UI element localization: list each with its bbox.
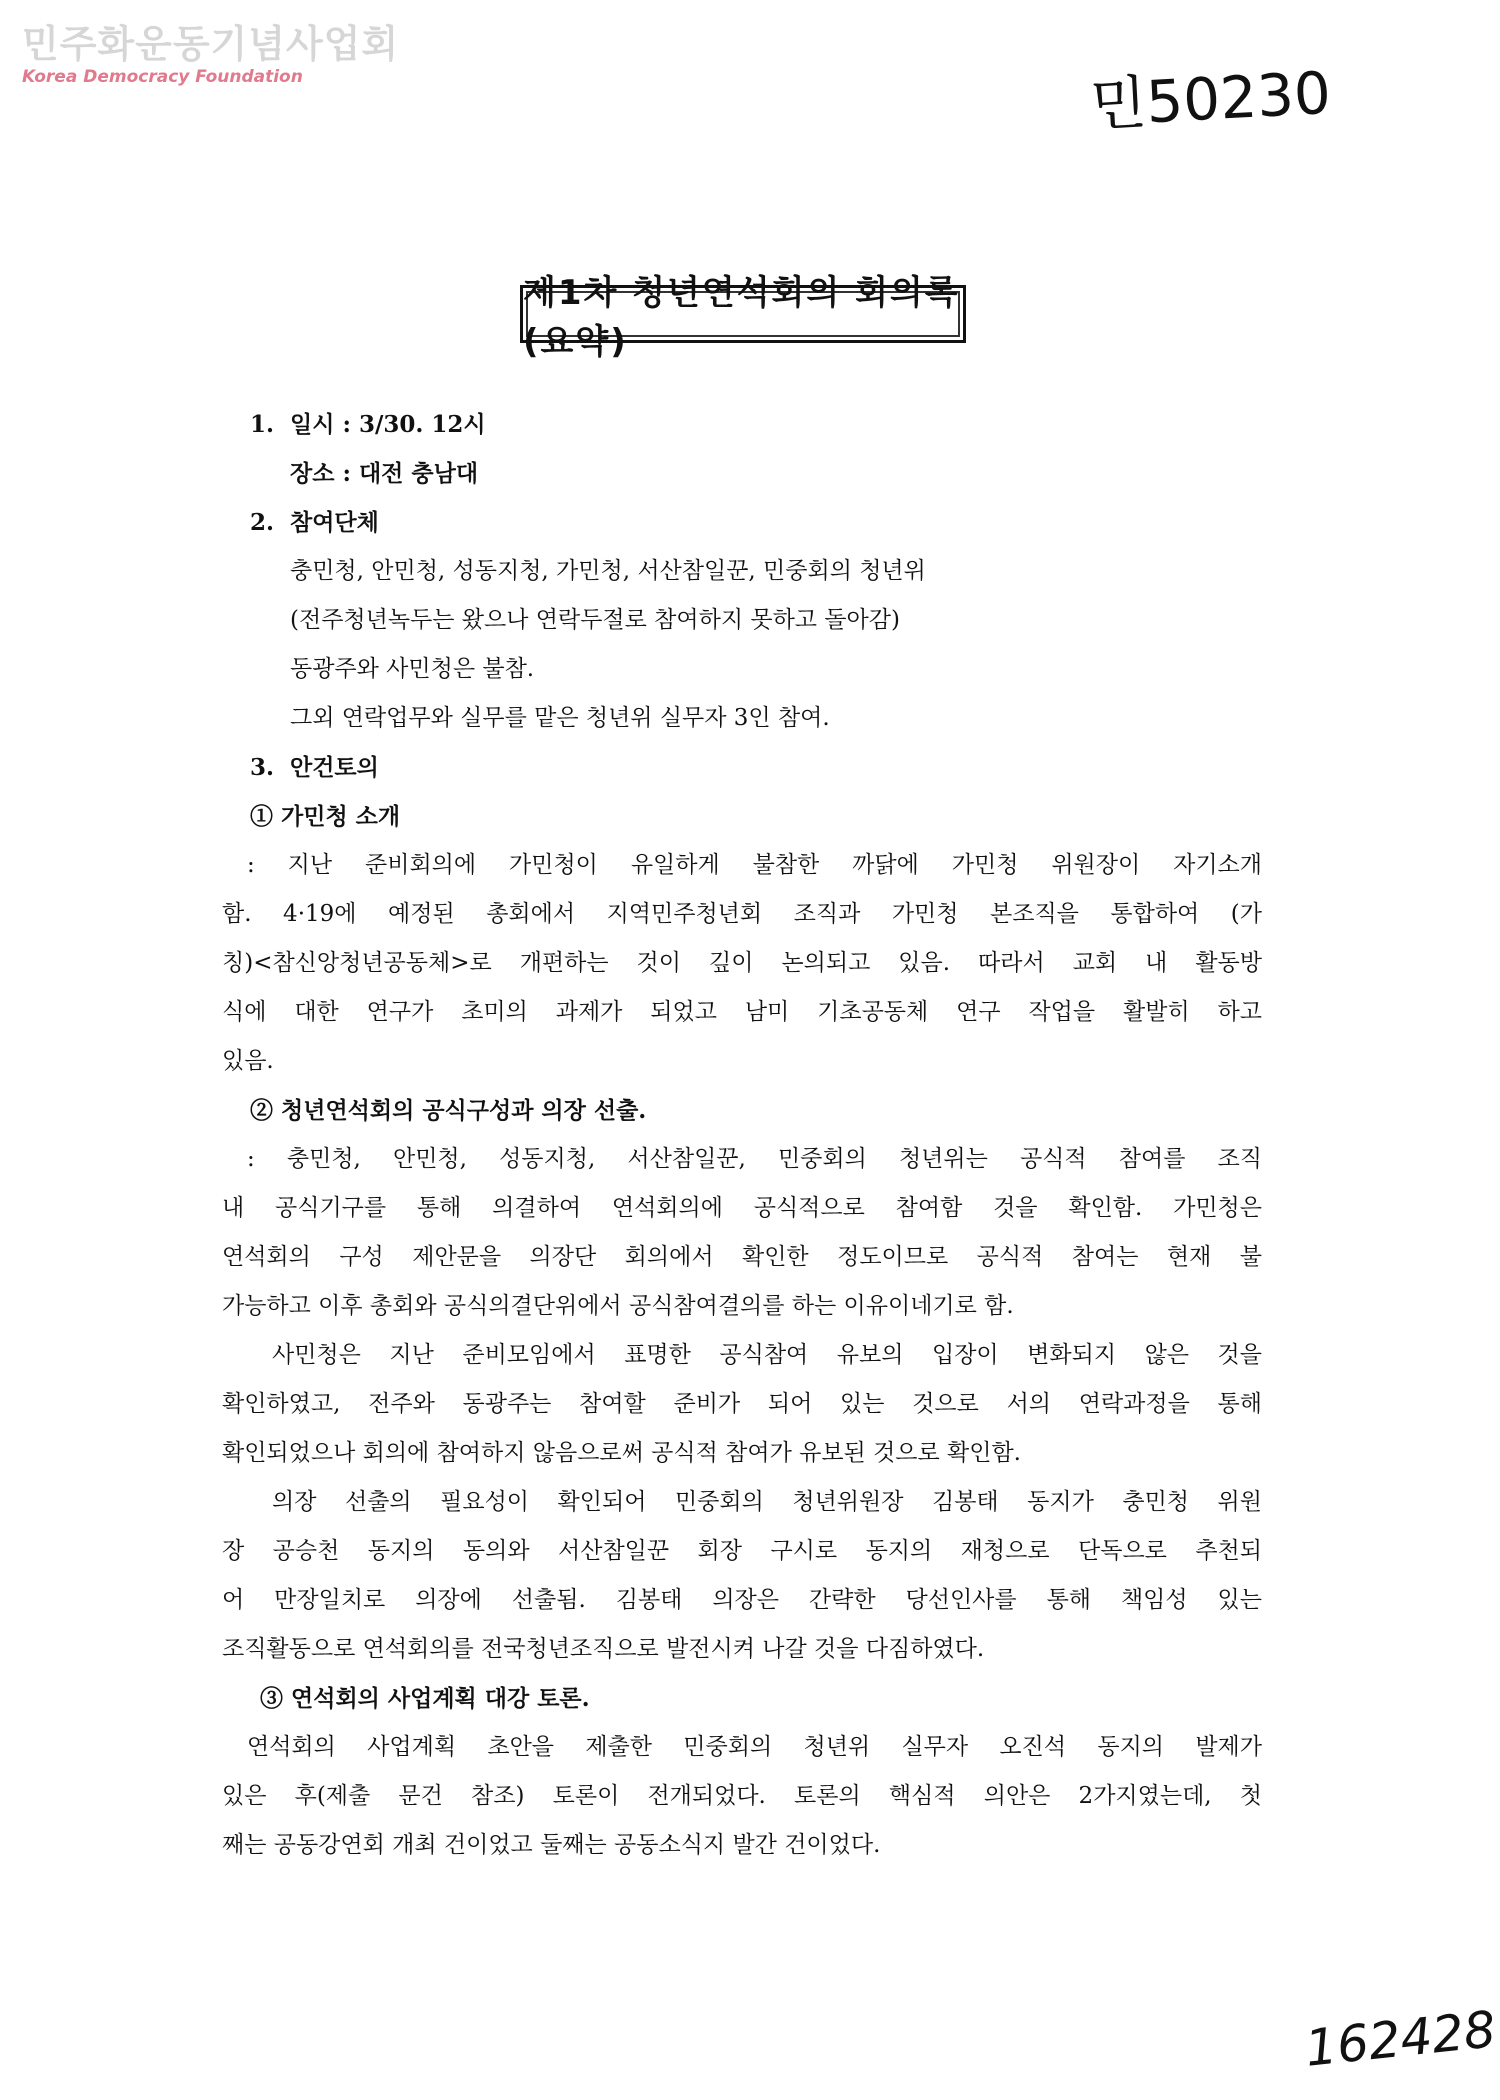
participant-line: 동광주와 사민청은 불참. xyxy=(290,656,535,682)
paragraph-line: 째는 공동강연회 개최 건이었고 둘째는 공동소식지 발간 건이었다. xyxy=(222,1832,881,1858)
paragraph-line: 내 공식기구를 통해 의결하여 연석회의에 공식적으로 참여함 것을 확인함. 가민청은 xyxy=(222,1195,1262,1221)
paragraph-line: 칭)<참신앙청년공동체>로 개편하는 것이 깊이 논의되고 있음. 따라서 교회 내 활동방 xyxy=(222,950,1262,976)
section-2-title: 참여단체 xyxy=(290,509,379,536)
handwritten-archive-number: 민50230 xyxy=(1088,58,1333,140)
paragraph-line: : 충민청, 안민청, 성동지청, 서산참일꾼, 민중회의 청년위는 공식적 참여를 조직 xyxy=(247,1146,1262,1172)
participant-line: 충민청, 안민청, 성동지청, 가민청, 서산참일꾼, 민중회의 청년위 xyxy=(290,558,926,584)
section-1-number: 1. xyxy=(250,411,275,438)
section-1-date xyxy=(222,400,1262,449)
paragraph-line: 있음. xyxy=(222,1048,274,1074)
item-3-heading: ③ 연석회의 사업계획 대강 토론. xyxy=(260,1685,590,1712)
handwritten-page-number: 162428 xyxy=(1302,2000,1499,2078)
paragraph-line: 조직활동으로 연석회의를 전국청년조직으로 발전시켜 나갈 것을 다짐하였다. xyxy=(222,1636,985,1662)
section-3-title: 안건토의 xyxy=(290,754,379,781)
participant-line: 그외 연락업무와 실무를 맡은 청년위 실무자 3인 참여. xyxy=(290,705,830,731)
watermark-english: Korea Democracy Foundation xyxy=(22,67,303,87)
paragraph-line: 있은 후(제출 문건 참조) 토론이 전개되었다. 토론의 핵심적 의안은 2가지였는데, 첫 xyxy=(222,1783,1262,1809)
watermark-korean: 민주화운동기념사업회 xyxy=(22,22,400,66)
participant-line: (전주청년녹두는 왔으나 연락두절로 참여하지 못하고 돌아감) xyxy=(290,607,900,633)
paragraph-line: 가능하고 이후 총회와 공식의결단위에서 공식참여결의를 하는 이유이네기로 함. xyxy=(222,1293,1014,1319)
paragraph-line: 식에 대한 연구가 초미의 과제가 되었고 남미 기초공동체 연구 작업을 활발히 하고 xyxy=(222,999,1262,1025)
paragraph-line: 어 만장일치로 의장에 선출됨. 김봉태 의장은 간략한 당선인사를 통해 책임성 있는 xyxy=(222,1587,1262,1613)
section-3-number: 3. xyxy=(250,754,275,781)
section-3-heading xyxy=(222,743,1262,792)
document-body xyxy=(222,400,1262,1870)
item-1-heading: ① 가민청 소개 xyxy=(250,803,401,830)
paragraph-line: 장 공승천 동지의 동의와 서산참일꾼 회장 구시로 동지의 재청으로 단독으로 추천되 xyxy=(222,1538,1262,1564)
paragraph-line: 의장 선출의 필요성이 확인되어 민중회의 청년위원장 김봉태 동지가 충민청 위원 xyxy=(272,1489,1262,1515)
paragraph-line: : 지난 준비회의에 가민청이 유일하게 불참한 까닭에 가민청 위원장이 자기소개 xyxy=(247,852,1262,878)
paragraph-line: 연석회의 구성 제안문을 의장단 회의에서 확인한 정도이므로 공식적 참여는 현재 불 xyxy=(222,1244,1262,1270)
paragraph-line: 확인되었으나 회의에 참여하지 않음으로써 공식적 참여가 유보된 것으로 확인함. xyxy=(222,1440,1021,1466)
section-2-heading xyxy=(222,498,1262,547)
foundation-watermark xyxy=(22,22,399,88)
paragraph-line: 함. 4·19에 예정된 총회에서 지역민주청년회 조직과 가민청 본조직을 통합하여 (가 xyxy=(222,901,1262,927)
item-2-heading: ② 청년연석회의 공식구성과 의장 선출. xyxy=(250,1097,647,1124)
paragraph-line: 확인하였고, 전주와 동광주는 참여할 준비가 되어 있는 것으로 서의 연락과정을 통해 xyxy=(222,1391,1262,1417)
paragraph-line: 사민청은 지난 준비모임에서 표명한 공식참여 유보의 입장이 변화되지 않은 것을 xyxy=(272,1342,1262,1368)
paragraph-line: 연석회의 사업계획 초안을 제출한 민중회의 청년위 실무자 오진석 동지의 발제가 xyxy=(247,1734,1262,1760)
section-2-number: 2. xyxy=(250,509,275,536)
date-line: 일시 : 3/30. 12시 xyxy=(290,411,486,438)
place-line: 장소 : 대전 충남대 xyxy=(290,460,479,487)
document-title: 제1차 청년연석회의 회의록 (요약) xyxy=(520,285,966,343)
